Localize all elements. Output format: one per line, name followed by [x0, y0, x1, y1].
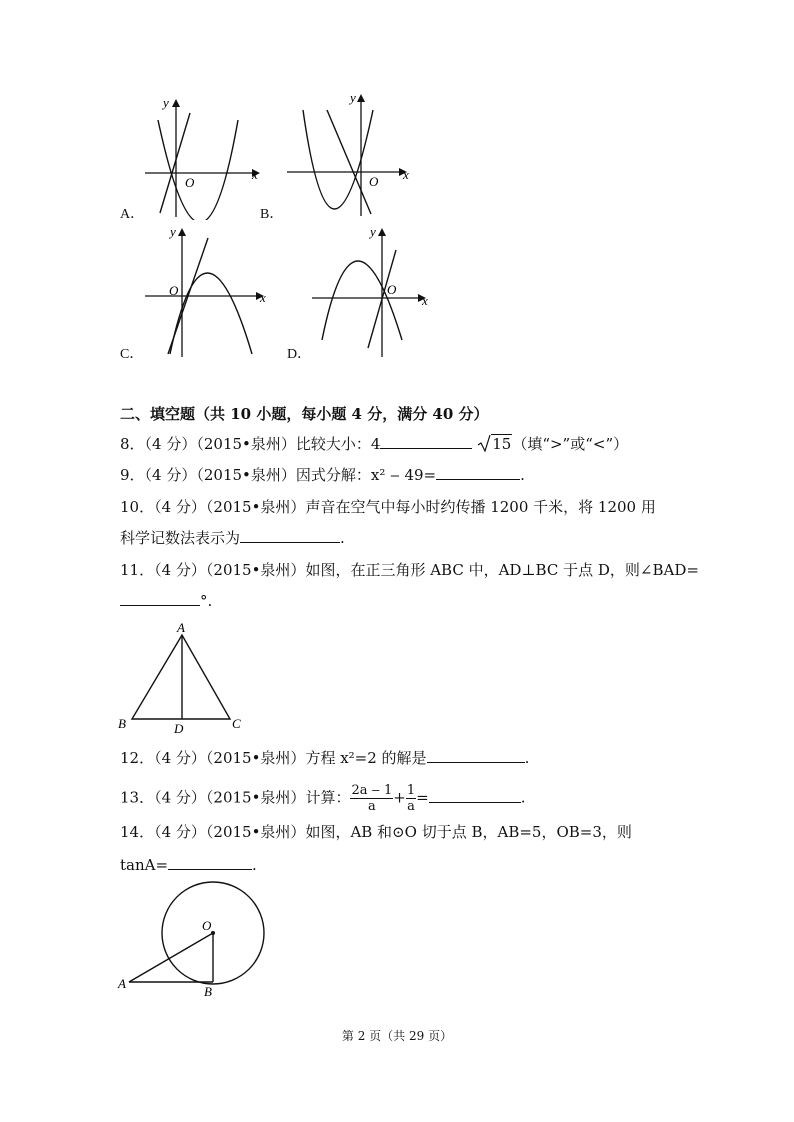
question-14-line2: tanA= .: [120, 856, 257, 874]
fraction-1: $\frac{2a ‒ 1}{a}$: [351, 783, 393, 814]
answer-blank[interactable]: [436, 465, 520, 480]
svg-text:O: O: [369, 174, 379, 189]
answer-blank[interactable]: [427, 748, 525, 763]
center-o-label: O: [202, 918, 212, 933]
answer-blank[interactable]: [168, 855, 252, 870]
option-b-label: B．: [260, 207, 284, 222]
option-c-label: C．: [120, 347, 144, 362]
answer-blank[interactable]: [120, 591, 200, 606]
graph-option-c: [140, 222, 275, 360]
sqrt-15: 15: [477, 434, 512, 454]
question-8: 8．（4 分）（2015•泉州）比较大小：4 15（填“>”或“<”）: [120, 435, 629, 453]
x-axis-label: x: [252, 167, 258, 182]
answer-blank[interactable]: [429, 788, 521, 803]
svg-text:x: x: [403, 167, 409, 182]
page-footer: 第 2 页（共 29 页）: [341, 1029, 453, 1043]
circle-tangent-figure: [112, 878, 272, 1000]
point-a-label: A: [118, 976, 126, 991]
point-d-label: D: [174, 721, 184, 736]
origin-label: O: [185, 175, 195, 190]
triangle-figure: [112, 620, 252, 738]
question-13: 13．（4 分）（2015•泉州）计算： $\frac{2a ‒ 1}{a}$ + $\frac{1}{a}$ = .: [120, 783, 526, 814]
graph-option-d: [310, 222, 435, 360]
svg-text:x: x: [422, 293, 428, 308]
option-d-label: D．: [287, 347, 312, 362]
question-9: 9．（4 分）（2015•泉州）因式分解：x² ‒ 49= .: [120, 466, 525, 484]
svg-text:y: y: [370, 224, 376, 239]
svg-text:O: O: [169, 283, 179, 298]
y-axis-label: y: [163, 95, 169, 110]
question-12: 12．（4 分）（2015•泉州）方程 x²=2 的解是 .: [120, 749, 530, 767]
graph-option-a: [140, 95, 270, 220]
option-a-label: A．: [120, 207, 145, 222]
section-title: 二、填空题（共 10 小题，每小题 4 分，满分 40 分）: [120, 405, 489, 423]
question-14: 14．（4 分）（2015•泉州）如图，AB 和⊙O 切于点 B，AB=5，OB=3，则: [120, 823, 632, 841]
point-b-label: B: [204, 984, 212, 999]
answer-blank[interactable]: [240, 528, 340, 543]
fraction-2: $\frac{1}{a}$: [406, 783, 416, 814]
question-10: 10．（4 分）（2015•泉州）声音在空气中每小时约传播 1200 千米，将 1200 用: [120, 498, 656, 516]
svg-text:y: y: [350, 90, 356, 105]
answer-blank[interactable]: [380, 434, 472, 449]
question-11: 11．（4 分）（2015•泉州）如图，在正三角形 ABC 中，AD⊥BC 于点 D，则∠BAD=: [120, 561, 699, 579]
graph-option-b: [285, 88, 415, 218]
svg-text:x: x: [260, 290, 266, 305]
question-11-line2: °.: [120, 591, 212, 611]
vertex-a-label: A: [177, 620, 185, 635]
svg-text:y: y: [170, 224, 176, 239]
question-10-line2: 科学记数法表示为 .: [120, 529, 345, 547]
vertex-c-label: C: [232, 716, 241, 731]
vertex-b-label: B: [118, 716, 126, 731]
svg-text:O: O: [387, 282, 397, 297]
